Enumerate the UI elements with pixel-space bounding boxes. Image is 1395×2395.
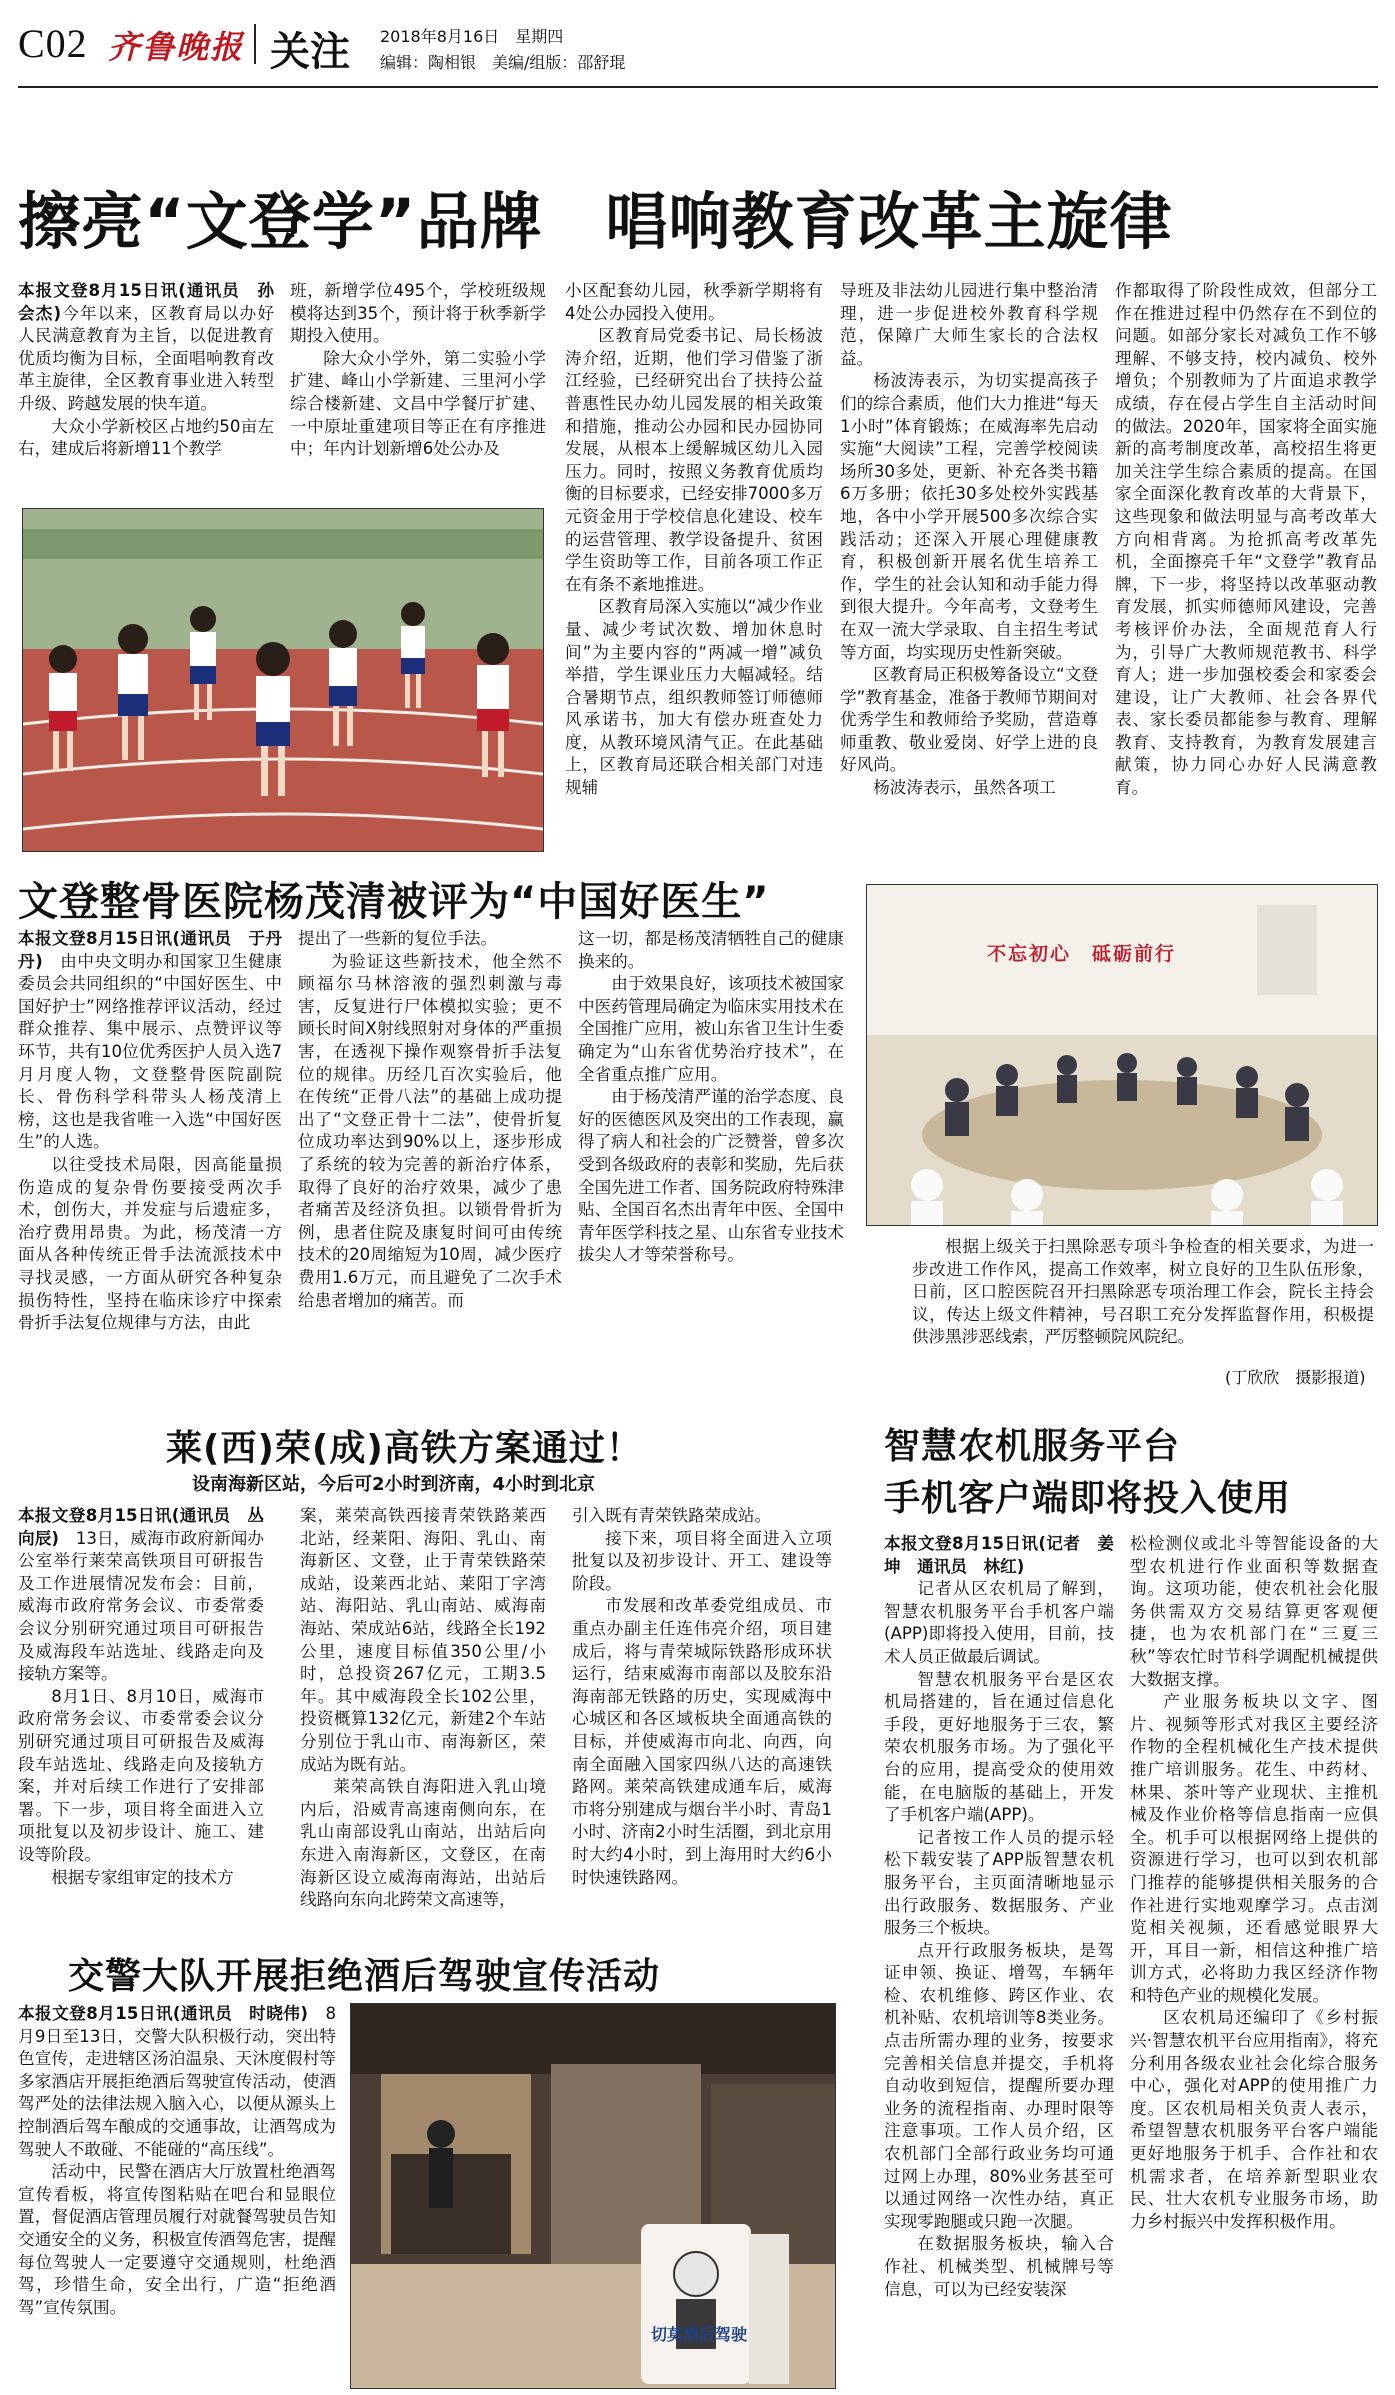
article5-headline-line1: 智慧农机服务平台 <box>884 1426 1181 1467</box>
paragraph: 记者按工作人员的提示轻松下载安装了APP版智慧农机服务平台，主页面清晰地显示出行政服务、数据服务、产业服务三个板块。 <box>884 1827 1114 1938</box>
article5-col1 <box>884 1533 1114 2389</box>
poster-text: 切莫酒后驾驶 <box>651 2325 748 2344</box>
issue-date: 2018年8月16日 星期四 <box>380 27 564 46</box>
article1-col2 <box>290 280 546 520</box>
article4-photo <box>350 2003 836 2389</box>
article4-headline: 交警大队开展拒绝酒后驾驶宣传活动 <box>68 1956 661 1997</box>
photo-credit: (丁欣欣 摄影报道) <box>1225 1368 1366 1387</box>
paragraph: 除大众小学外，第二实验小学扩建、峰山小学新建、三里河小学综合楼新建、文昌中学餐厅扩建、一中原址重建项目等正在有序推进中；年内计划新增6处公办及 <box>290 348 546 459</box>
paragraph: 记者从区农机局了解到，智慧农机服务平台手机客户端(APP)即将投入使用，目前，技术人员正做最后调试。 <box>884 1579 1114 1666</box>
paragraph: 活动中，民警在酒店大厅放置杜绝酒驾宣传看板，将宣传图粘贴在吧台和显眼位置，督促酒店管理员履行对就餐驾驶员告知交通安全的义务，积极宣传酒驾危害，提醒每位驾驶人一定要遵守交通规则，杜绝酒驾，珍惜生命，安全出行，广造“拒绝酒驾”宣传氛围。 <box>18 2162 336 2317</box>
article2-col1 <box>18 928 282 1400</box>
hotel-lobby-photo <box>351 2004 835 2388</box>
article2-col2 <box>298 928 562 1400</box>
paragraph: 区教育局正积极筹备设立“文登学”教育基金，准备于教师节期间对优秀学生和教师给予奖励，营造尊师重教、敬业爱岗、好学上进的良好风尚。 <box>840 665 1098 775</box>
paragraph: 区教育局党委书记、局长杨波涛介绍，近期，他们学习借鉴了浙江经验，已经研究出台了扶持公益普惠性民办幼儿园发展的相关政策和措施，推动公办园和民办园协同发展，从根本上缓解城区幼儿入园压力。同时，按照义务教育优质均衡的目标要求，已经安排7000多万元资金用于学校信息化建设、校车的运营管理、教学设备提升、贫困学生资助等工作，目前各项工作正在有条不紊地推进。 <box>565 326 823 594</box>
article3-subhead: 设南海新区站，今后可2小时到济南，4小时到北京 <box>192 1474 596 1495</box>
section-title: 关注 <box>270 29 350 75</box>
article4-col1 <box>18 2003 336 2389</box>
paragraph: 松检测仪或北斗等智能设备的大型农机进行作业面积等数据查询。这项功能，使农机社会化服务供需双方交易结算更客观便捷，也为农机部门在“三夏三秋”等农忙时节科学调配机械提供大数据支撑。 <box>1130 1534 1378 1689</box>
paragraph: 点开行政服务板块，是驾证申领、换证、增驾，车辆年检、农机维修、跨区作业、农机补贴、农机培训等8类业务。点击所需办理的业务，按要求完善相关信息并提交，手机将自动收到短信，提醒所要办理业务的流程指南、办理时限等注意事项。工作人员介绍，区农机部门全部行政业务均可通过网上办理，80%业务甚至可以通过网络一次性办结，真正实现零跑腿或只跑一次腿。 <box>884 1940 1114 2231</box>
paragraph: 大众小学新校区占地约50亩左右，建成后将新增11个教学 <box>18 416 274 459</box>
meeting-banner: 不忘初心 砥砺前行 <box>987 943 1177 965</box>
paragraph: 由中央文明办和国家卫生健康委员会共同组织的“中国好医生、中国好护士”网络推荐评议活动，经过群众推荐、集中展示、点赞评议等环节，共有10位优秀医护人员入选7月月度人物，文登整骨医院副院长、骨伤科学科带头人杨茂清上榜，这也是我省唯一入选“中国好医生”的人选。 <box>18 951 282 1152</box>
meeting-photo <box>866 884 1378 1226</box>
paragraph: 莱荣高铁自海阳进入乳山境内后，沿威青高速南侧向东，在乳山南部设乳山南站，出站后向东进入南海新区，文登区，在南海新区设立威海南海站，出站后线路向东向北跨荣文高速等， <box>300 1777 546 1910</box>
paragraph: 今年以来，区教育局以办好人民满意教育为主旨，以促进教育优质均衡为目标，全面唱响教育改革主旋律，全区教育事业进入转型升级、跨越发展的快车道。 <box>18 303 274 413</box>
paragraph: 产业服务板块以文字、图片、视频等形式对我区主要经济作物的全程机械化生产技术提供推广培训服务。花生、中药材、林果、茶叶等产业现状、主推机械及作业价格等信息指南一应俱全。机手可以根据网络上提供的资源进行学习，也可以到农机部门推荐的能够提供相关服务的合作社进行实地观摩学习。点击浏览相关视频，还看感觉眼界大开，耳目一新，相信这种推广培训方式，必将助力我区经济作物和特色产业的规模化发展。 <box>1130 1692 1378 2005</box>
paragraph: 提出了一些新的复位手法。 <box>298 929 498 948</box>
paragraph: 案，莱荣高铁西接青荣铁路莱西北站，经莱阳、海阳、乳山、南海新区、文登，止于青荣铁路荣成站，设莱西北站、莱阳丁字湾站、海阳站、乳山南站、威海南海站、荣成站6站，线路全长192公里，速度目标值350公里/小时，总投资267亿元，工期3.5年。其中威海段全长102公里，投资概算132亿元，新建2个车站分别位于乳山市、南海新区，荣成站为既有站。 <box>300 1506 546 1774</box>
paragraph: 接下来，项目将全面进入立项批复以及初步设计、开工、建设等阶段。 <box>572 1528 832 1593</box>
paragraph: 在数据服务板块，输入合作社、机械类型、机械牌号等信息，可以为已经安装深 <box>884 2234 1114 2299</box>
article1-col5 <box>1115 280 1377 860</box>
paragraph: 班，新增学位495个，学校班级规模将达到35个，预计将于秋季新学期投入使用。 <box>290 281 546 346</box>
paragraph: 智慧农机服务平台是区农机局搭建的，旨在通过信息化手段，更好地服务于三农，繁荣农机服务市场。为了强化平台的应用，提高受众的使用效能，在电脑版的基础上，开发了手机客户端(APP)。 <box>884 1669 1114 1825</box>
article5-col2 <box>1130 1533 1378 2389</box>
article1-col3 <box>565 280 823 860</box>
article1-headline: 擦亮“文登学”品牌 唱响教育改革主旋律 <box>18 185 1173 258</box>
paragraph: 作都取得了阶段性成效，但部分工作在推进过程中仍然存在不到位的问题。如部分家长对减负工作不够理解、不够支持，校内减负、校外增负；个别教师为了片面追求教学成绩，存在侵占学生自主活动时间的做法。2020年，国家将全面实施新的高考制度改革，高校招生将更加关注学生综合素质的提高。在国家全面深化教育改革的大背景下，这些现象和做法明显与高考改革大方向相背离。为抢抓高考改革先机，全面擦亮千年“文登学”教育品牌，下一步，将坚持以改革驱动教育发展，抓实师德师风建设，完善考核评价办法，全面规范育人行为，引导广大教师规范教书、科学育人；进一步加强校委会和家委会建设，让广大教师、社会各界代表、家长委员都能参与教育、理解教育、支持教育，为教育发展建言献策，协力同心办好人民满意教育。 <box>1115 281 1377 798</box>
meeting-room-photo <box>867 885 1377 1225</box>
paragraph: 区教育局深入实施以“减少作业量、减少考试次数、增加休息时间”为主要内容的“两减一增”减负举措，学生课业压力大幅减轻。结合暑期节点，组织教师签订师德师风承诺书，加大有偿办班查处力度，从教环境风清气正。在此基础上，区教育局还联合相关部门对违规辅 <box>565 597 823 798</box>
article5-byline: 本报文登8月15日讯(记者 姜坤 通讯员 林红) <box>884 1534 1114 1576</box>
newspaper-logo: 齐鲁晚报 <box>108 29 245 65</box>
editor-credits: 编辑：陶相银 美编/组版：邵舒琨 <box>380 53 626 72</box>
paragraph: 导班及非法幼儿园进行集中整治清理，进一步促进校外教育科学规范，保障广大师生家长的合法权益。 <box>840 281 1098 368</box>
paragraph: 13日，威海市政府新闻办公室举行莱荣高铁项目可研报告及工作进展情况发布会：目前，威海市政府常务会议、市委常委会议分别研究通过项目可研报告及威海段车站选址、线路走向及接轨方案等。 <box>18 1528 264 1684</box>
paragraph: 小区配套幼儿园，秋季新学期将有4处公办园投入使用。 <box>565 281 823 323</box>
article2-headline: 文登整骨医院杨茂清被评为“中国好医生” <box>18 879 770 925</box>
meeting-caption <box>912 1236 1374 1348</box>
article3-col1 <box>18 1505 264 1935</box>
article3-col2 <box>300 1505 546 1935</box>
article1-col4 <box>840 280 1098 860</box>
paragraph: 8月9日至13日，交警大队积极行动，突出特色宣传，走进辖区汤泊温泉、天沐度假村等多家酒店开展拒绝酒后驾驶宣传活动，使酒驾严处的法律法规入脑入心，以便从源头上控制酒后驾车酿成的交通事故，让酒驾成为驾驶人不敢碰、不能碰的“高压线”。 <box>18 2004 336 2159</box>
paragraph: 区农机局还编印了《乡村振兴·智慧农机平台应用指南》，将充分利用各级农业社会化综合服务中心，强化对APP的使用推广力度。区农机局相关负责人表示，希望智慧农机服务平台客户端能更好地服务于机手、合作社和农机需求者，在培养新型职业农民、壮大农机专业服务市场，助力乡村振兴中发挥积极作用。 <box>1130 2008 1378 2231</box>
paragraph: 为验证这些新技术，他全然不顾福尔马林溶液的强烈刺激与毒害，反复进行尸体模拟实验；更不顾长时间X射线照射对身体的严重损害，在透视下操作观察骨折手法复位的规律。历经几百次实验后，他在传统“正骨八法”的基础上成功提出了“文登正骨十二法”，使骨折复位成功率达到90%以上，逐步形成了系统的较为完善的新治疗体系，取得了良好的治疗效果，减少了患者痛苦及经济负担。以锁骨骨折为例，患者住院及康复时间可由传统技术的20周缩短为10周，减少医疗费用1.6万元，而且避免了二次手术给患者增加的痛苦。而 <box>298 951 562 1310</box>
paragraph: 由于杨茂清严谨的治学态度、良好的医德医风及突出的工作表现，赢得了病人和社会的广泛赞誉，曾多次受到各级政府的表彰和奖励，先后获全国先进工作者、国务院政府特殊津贴、全国百名杰出青年中医、全国中青年医学科技之星、山东省专业技术拔尖人才等荣誉称号。 <box>578 1087 844 1265</box>
paragraph: 根据专家组审定的技术方 <box>51 1867 234 1887</box>
paragraph: 根据上级关于扫黑除恶专项斗争检查的相关要求，为进一步改进工作作风，提高工作效率，树立良好的卫生队伍形象，日前，区口腔医院召开扫黑除恶专项治理工作会，院长主持会议，传达上级文件精神，号召职工充分发挥监督作用，积极提供涉黑涉恶线索，严厉整顿院风院纪。 <box>912 1237 1374 1347</box>
header-divider <box>254 24 256 64</box>
article1-col1 <box>18 280 274 520</box>
paragraph: 杨波涛表示，虽然各项工 <box>873 778 1056 798</box>
paragraph: 杨波涛表示，为切实提高孩子们的综合素质，他们大力推进“每天1小时”体育锻炼；在威海率先启动实施“大阅读”工程，完善学校阅读场所30多处，更新、补充各类书籍6万多册；依托30多处校外实践基地，各中小学开展500多次综合实践活动；还深入开展心理健康教育，积极创新开展名优生培养工作，学生的社会认知和动手能力得到很大提升。今年高考，文登考生在双一流大学录取、自主招生考试等方面，均实现历史性新突破。 <box>840 371 1098 662</box>
page-header <box>0 0 1395 80</box>
paragraph: 由于效果良好，该项技术被国家中医药管理局确定为临床实用技术在全国推广应用，被山东省卫生计生委确定为“山东省优势治疗技术”，在全省重点推广应用。 <box>578 974 844 1084</box>
article3-col3 <box>572 1505 832 1935</box>
header-rule <box>18 86 1378 88</box>
paragraph: 这一切，都是杨茂清牺牲自己的健康换来的。 <box>578 929 844 971</box>
article2-byline: 本报文登8月15日讯(通讯员 于丹丹) <box>18 929 282 971</box>
paragraph: 引入既有青荣铁路荣成站。 <box>572 1506 772 1525</box>
page-number: C02 <box>18 21 88 66</box>
article4-byline: 本报文登8月15日讯(通讯员 时晓伟) <box>18 2004 308 2023</box>
article2-col3 <box>578 928 844 1400</box>
students-running-photo <box>23 509 543 851</box>
article1-photo <box>22 508 544 852</box>
article5-headline-line2: 手机客户端即将投入使用 <box>884 1478 1292 1519</box>
article3-headline: 莱(西)荣(成)高铁方案通过！ <box>166 1428 643 1469</box>
article1-byline: 本报文登8月15日讯(通讯员 孙会杰) <box>18 281 274 323</box>
article3-byline: 本报文登8月15日讯(通讯员 丛向辰) <box>18 1506 264 1548</box>
paragraph: 以往受技术局限，因高能量损伤造成的复杂骨伤要接受两次手术，创伤大，并发症与后遗症多，治疗费用昂贵。为此，杨茂清一方面从各种传统正骨手法流派技术中寻找灵感，一方面从研究各种复杂损伤特性，坚持在临床诊疗中探索骨折手法复位规律与方法，由此 <box>18 1154 282 1333</box>
paragraph: 8月1日、8月10日，威海市政府常务会议、市委常委会议分别研究通过项目可研报告及威海段车站选址、线路走向及接轨方案，并对后续工作进行了安排部署。下一步，项目将全面进入立项批复以及初步设计、施工、建设等阶段。 <box>18 1686 264 1864</box>
paragraph: 市发展和改革委党组成员、市重点办副主任连伟亮介绍，项目建成后，将与青荣城际铁路形成环状运行，结束威海市南部以及胶东沿海南部无铁路的历史，实现威海中心城区和各区域板块全面通高铁的目标，并使威海市向北、向西，向南全面融入国家四纵八达的高速铁路网。莱荣高铁建成通车后，威海市将分别建成与烟台半小时、青岛1小时、济南2小时生活圈，到北京用时大约4小时，到上海用时大约6小时快速铁路网。 <box>572 1596 832 1887</box>
